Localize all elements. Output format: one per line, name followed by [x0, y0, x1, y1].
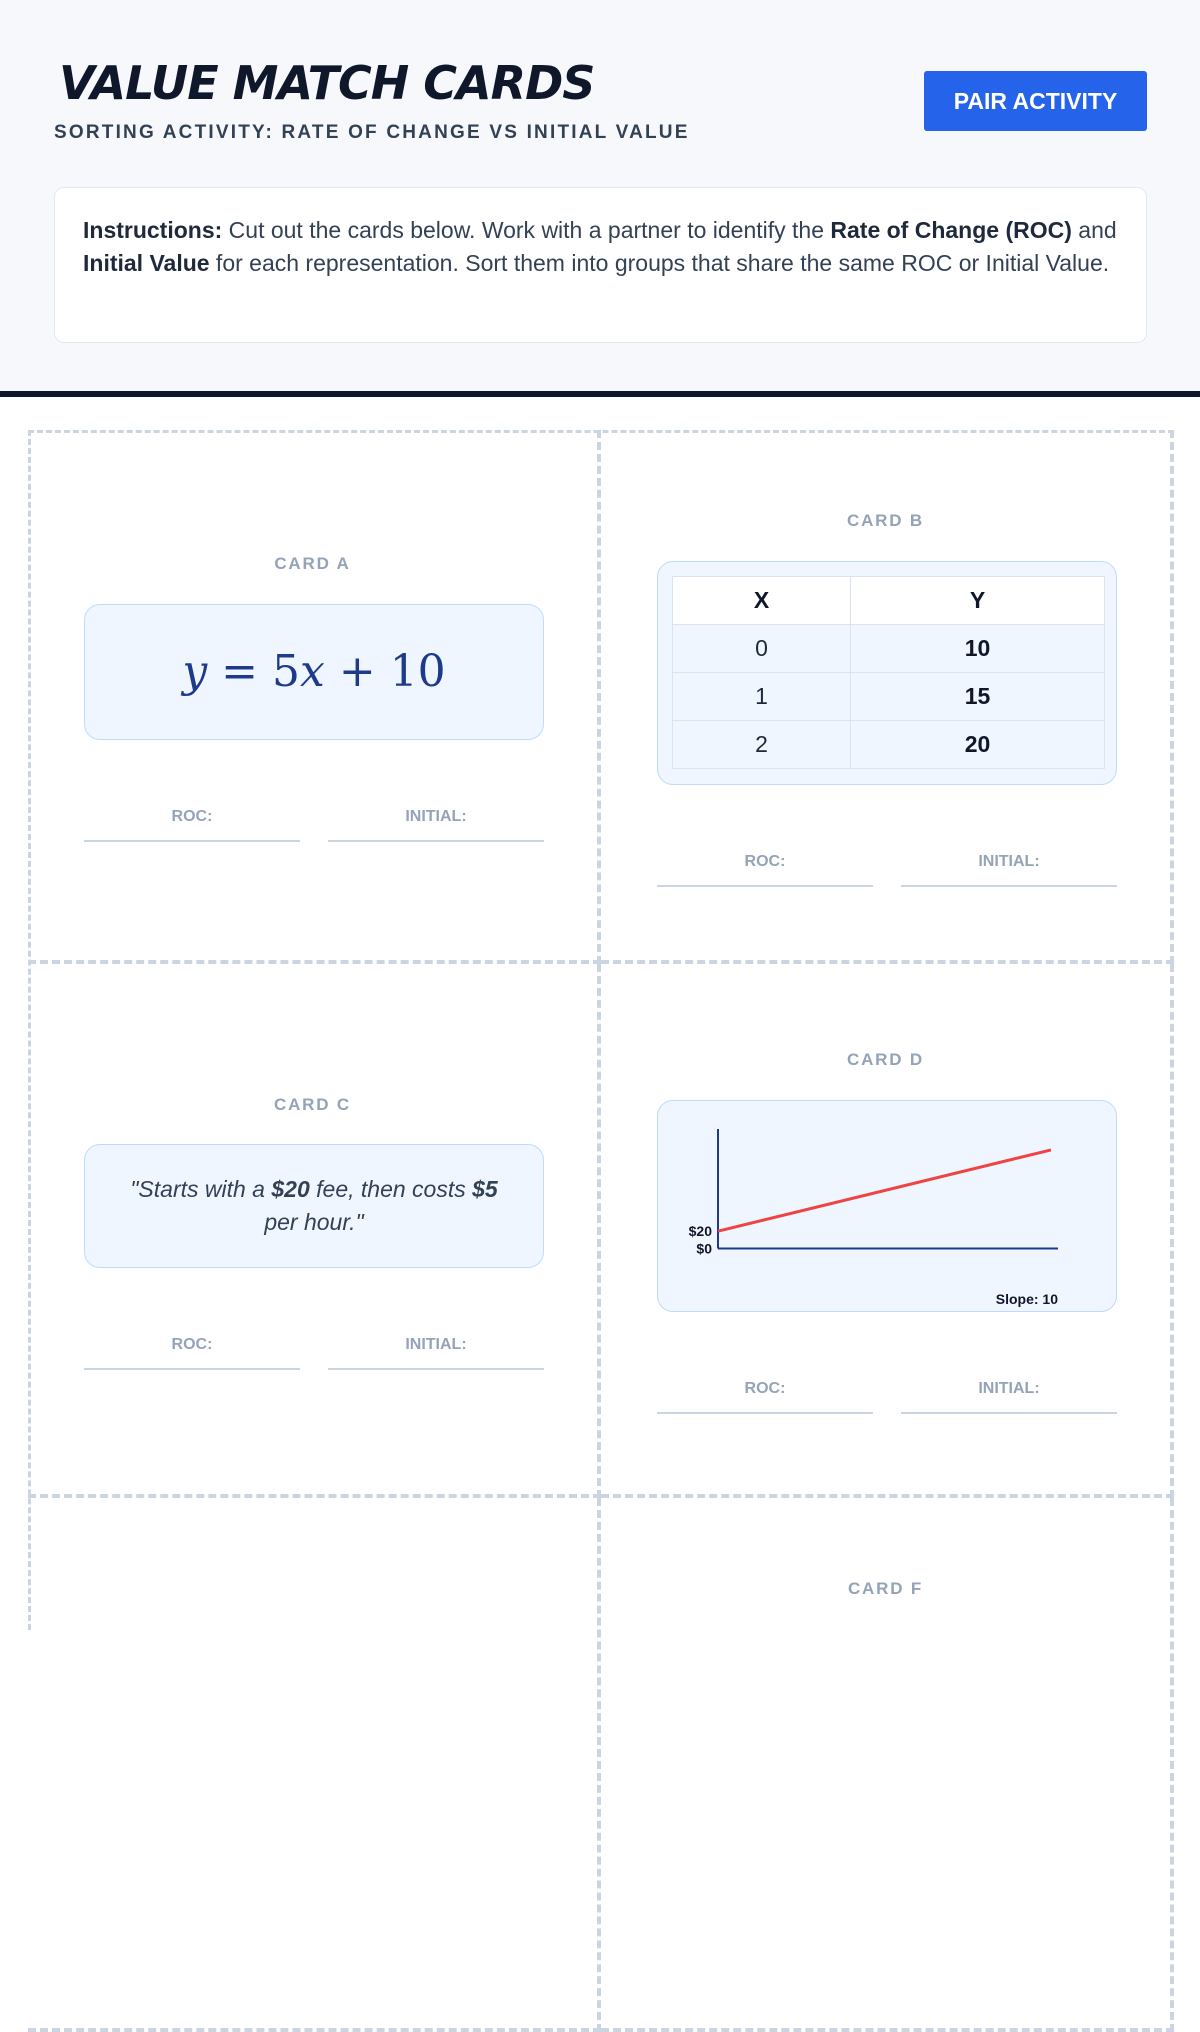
card-c-answers [84, 1336, 544, 1370]
story-fee: $20 [271, 1176, 310, 1202]
card-c-roc-field[interactable]: ROC: [84, 1336, 300, 1370]
table-cell-y: 10 [851, 625, 1105, 673]
card-c [28, 964, 601, 1498]
table-cell-y: 15 [851, 673, 1105, 721]
instructions-lead: Instructions: [83, 217, 223, 243]
slope-annotation: Slope: 10 [995, 1291, 1058, 1307]
card-c-story [85, 1145, 543, 1267]
instructions-initial-value: Initial Value [83, 250, 210, 276]
card-c-story-panel [84, 1144, 544, 1268]
table-cell-x: 0 [673, 625, 851, 673]
header [0, 0, 1200, 397]
card-b-answers [657, 853, 1117, 887]
table-row [673, 673, 1105, 721]
card-d-graph-panel [657, 1100, 1117, 1312]
story-text-2: fee, then costs [309, 1176, 473, 1202]
instructions-box [54, 187, 1147, 343]
card-b-table-panel [657, 561, 1117, 785]
card-a-answers [84, 808, 544, 842]
card-a-roc-field[interactable]: ROC: [84, 808, 300, 842]
card-d-roc-field[interactable]: ROC: [657, 1380, 873, 1414]
card-a [28, 430, 601, 964]
page-subtitle: SORTING ACTIVITY: RATE OF CHANGE VS INITIAL VALUE [54, 122, 690, 143]
instructions-text-1: Cut out the cards below. Work with a partner to identify the [222, 217, 831, 243]
table-header-x: X [673, 577, 851, 625]
eq-y: y [182, 646, 208, 697]
table-cell-x: 1 [673, 673, 851, 721]
series-line [718, 1150, 1051, 1231]
card-a-equation [85, 605, 543, 739]
y-tick-label: $0 [696, 1240, 712, 1257]
story-text-3: per hour." [264, 1209, 364, 1235]
page-title: VALUE MATCH CARDS [59, 56, 595, 110]
story-rate: $5 [472, 1176, 498, 1202]
card-grid [28, 430, 1174, 1630]
card-c-initial-field[interactable]: INITIAL: [328, 1336, 544, 1370]
card-d-label: CARD D [847, 1050, 924, 1069]
eq-plus: + [324, 646, 390, 697]
card-b-label: CARD B [847, 511, 924, 530]
card-b-initial-field[interactable]: INITIAL: [901, 853, 1117, 887]
eq-ten: 10 [389, 646, 446, 697]
card-b-roc-field[interactable]: ROC: [657, 853, 873, 887]
card-d-graph [658, 1101, 1118, 1313]
eq-x: x [300, 646, 325, 697]
card-f-label: CARD F [847, 1579, 923, 1598]
table-row [673, 721, 1105, 769]
instructions-text-2: and [1071, 217, 1117, 243]
card-f [601, 1498, 1174, 2032]
card-b [601, 430, 1174, 964]
table-header-y: Y [851, 577, 1105, 625]
eq-equals: = [207, 646, 273, 697]
table-header-row [673, 577, 1105, 625]
table-cell-y: 20 [851, 721, 1105, 769]
eq-five: 5 [272, 646, 301, 697]
story-text-1: "Starts with a [130, 1176, 272, 1202]
y-tick-label: $20 [688, 1223, 712, 1240]
card-d-answers [657, 1380, 1117, 1414]
card-a-equation-panel [84, 604, 544, 740]
instructions-roc: Rate of Change (ROC) [830, 217, 1072, 243]
xy-table [672, 576, 1105, 769]
card-d-initial-field[interactable]: INITIAL: [901, 1380, 1117, 1414]
card-a-initial-field[interactable]: INITIAL: [328, 808, 544, 842]
card-e [28, 1498, 601, 2032]
table-cell-x: 2 [673, 721, 851, 769]
table-row [673, 625, 1105, 673]
pair-activity-button[interactable]: PAIR ACTIVITY [924, 71, 1147, 131]
card-d [601, 964, 1174, 1498]
card-c-label: CARD C [274, 1095, 351, 1114]
card-a-label: CARD A [274, 554, 351, 573]
instructions-text-3: for each representation. Sort them into groups that share the same ROC or Initial Value. [209, 250, 1110, 276]
